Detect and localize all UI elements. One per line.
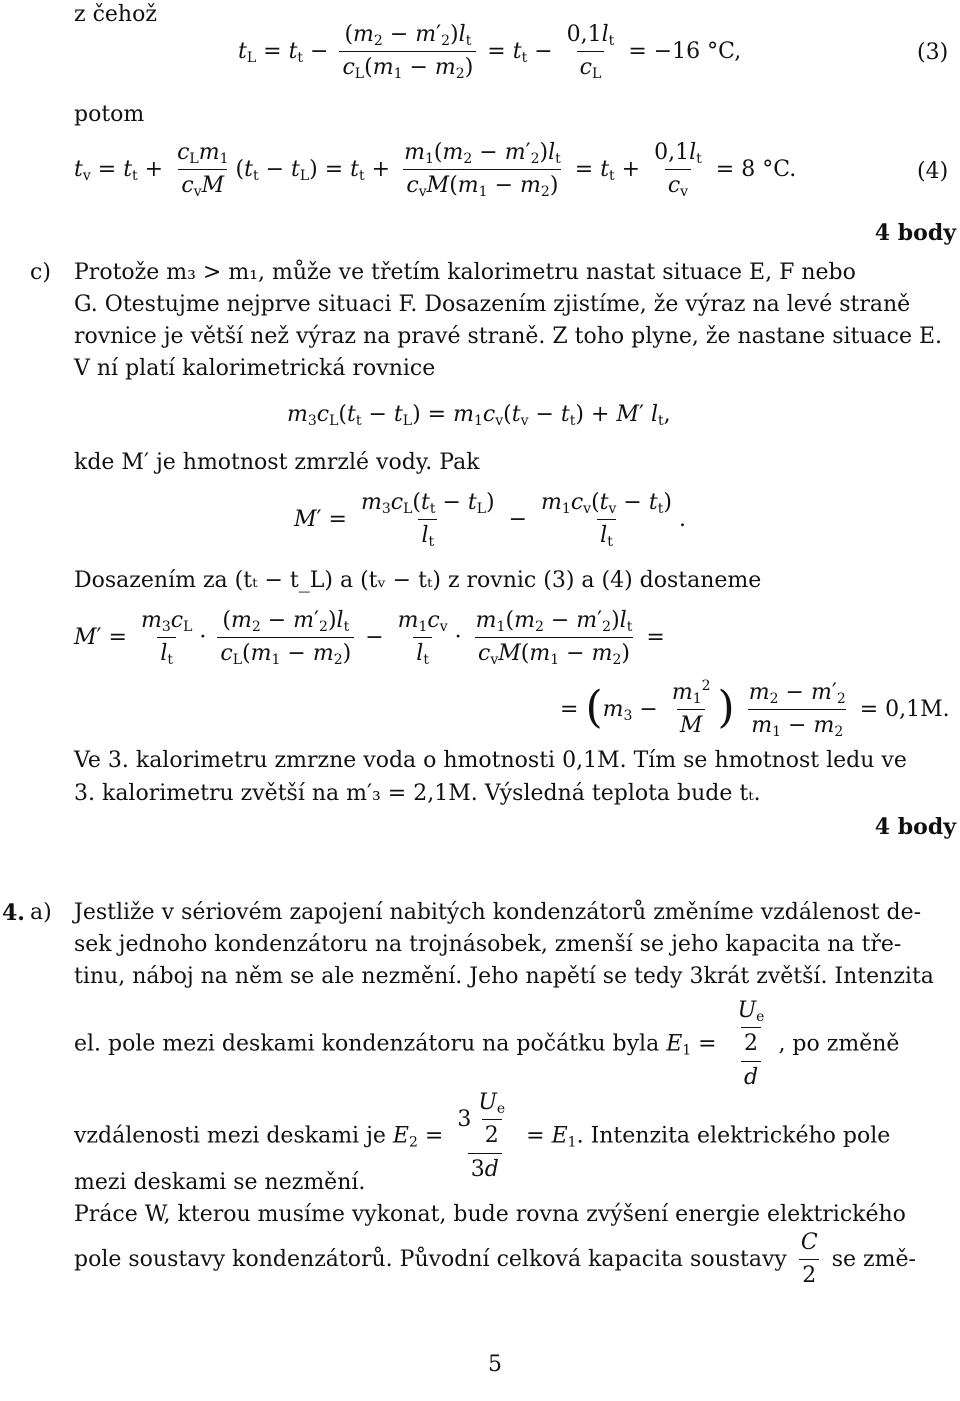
part-c-line-4: V ní platí kalorimetrická rovnice (74, 356, 436, 381)
problem-4a-marker: a) (30, 900, 52, 925)
page-number: 5 (488, 1352, 502, 1377)
problem-4-line-8b: se změ- (831, 1246, 916, 1272)
problem-4-line-8: pole soustavy kondenzátorů. Původní celková kapacita soustavy $\frac{C}{2}$ se změ- (74, 1230, 916, 1289)
equation-4: $t_v = t_t$ + $\frac{c_Lm_1}{c_vM}$ $(t_t - t_L) = t_t$ + $\frac{m_1(m_2 - m'_2)l_t}{c_vM(m_1 - m_2)}$ = $t_t$ + $\frac{0,1l_t}{c_v}$ = 8 °C. (74, 140, 797, 201)
problem-4-line-3: tinu, náboj na něm se ale nezmění. Jeho napětí se tedy 3krát zvětší. Intenzita (74, 964, 934, 989)
m-prime-substituted: M′ = $\frac{m_3c_L}{l_t}$ · $\frac{(m_2 - m'_2)l_t}{c_L(m_1 - m_2)}$ − $\frac{m_1c_v}{l_t}$ · $\frac{m_1(m_2 - m'_2)l_t}{c_vM(m_1 - m_2)}$ = (74, 608, 665, 669)
m-prime-result: = ($m_3$ − $\frac{m_1^2}{M}$ ) $\frac{m_2 - m'_2}{m_1 - m_2}$ = 0,1M. (560, 678, 950, 741)
problem-4-line-1: Jestliže v sériovém zapojení nabitých kondenzátorů změníme vzdálenost de- (74, 900, 922, 925)
text-potom: potom (74, 102, 145, 127)
part-c-line-6: Dosazením za (tₜ − t_L) a (tᵥ − tₜ) z rovnic (3) a (4) dostaneme (74, 568, 762, 593)
points-label-1: 4 body (874, 220, 956, 246)
part-c-line-1: Protože m₃ > m₁, může ve třetím kalorimetru nastat situace E, F nebo (74, 260, 856, 285)
part-c-marker: c) (30, 260, 51, 285)
part-c-line-2: G. Otestujme nejprve situaci F. Dosazením zjistíme, že výraz na levé straně (74, 292, 911, 317)
m-prime-result-value: = 0,1M. (859, 696, 950, 722)
equation-3: $t_L = t_t$ − $\frac{(m_2 - m'_2)l_t}{c_L(m_1 - m_2)}$ = $t_t$ − $\frac{0,1l_t}{c_L}$ = −16 °C, (238, 22, 742, 83)
text-z-cehoz: z čehož (74, 2, 157, 27)
problem-4-number: 4. (2, 900, 25, 926)
problem-4-line-4b: , po změně (778, 1031, 900, 1057)
problem-4-line-4: el. pole mezi deskami kondenzátoru na počátku byla $E_1$ = $\frac{\frac{U_e}{2}}{d}$ , po změně (74, 998, 900, 1090)
part-c-line-3: rovnice je větší než výraz na pravé straně. Z toho plyne, že nastane situace E. (74, 324, 943, 349)
problem-4-line-2: sek jednoho kondenzátoru na trojnásobek, zmenší se jeho kapacita na tře- (74, 932, 902, 957)
part-c-line-5: kde M′ je hmotnost zmrzlé vody. Pak (74, 450, 480, 475)
equation-4-label: (4) (917, 159, 949, 184)
problem-4-line-6: mezi deskami se nezmění. (74, 1170, 366, 1195)
equation-4-result: = 8 °C. (715, 156, 797, 182)
calorimetric-equation: $m_3c_L(t_t - t_L) = m_1c_v(t_v - t_t) + M'$ $l_t$, (287, 402, 671, 429)
part-c-conclusion-2: 3. kalorimetru zvětší na m′₃ = 2,1M. Výsledná teplota bude tₜ. (74, 781, 761, 806)
problem-4-line-8a: pole soustavy kondenzátorů. Původní celková kapacita soustavy (74, 1246, 787, 1272)
equation-3-result: = −16 °C, (628, 38, 742, 64)
part-c-conclusion-1: Ve 3. kalorimetru zmrzne voda o hmotnosti 0,1M. Tím se hmotnost ledu ve (74, 748, 907, 773)
problem-4-line-4a: el. pole mezi deskami kondenzátoru na počátku byla (74, 1031, 660, 1057)
equation-3-label: (3) (917, 40, 949, 65)
m-prime-equation: M′ = $\frac{m_3c_L(t_t - t_L)}{l_t}$ − $\frac{m_1c_v(t_v - t_t)}{l_t}$ . (294, 490, 686, 551)
problem-4-line-5b: . Intenzita elektrického pole (576, 1123, 891, 1149)
problem-4-line-5: vzdálenosti mezi deskami je $E_2$ = 3 $\frac{U_e}{2}$ 3d = $E_1$. Intenzita elektrického pole (74, 1090, 891, 1182)
problem-4-line-5a: vzdálenosti mezi deskami je (74, 1123, 386, 1149)
points-label-2: 4 body (874, 814, 956, 840)
problem-4-line-7: Práce W, kterou musíme vykonat, bude rovna zvýšení energie elektrického (74, 1202, 906, 1227)
